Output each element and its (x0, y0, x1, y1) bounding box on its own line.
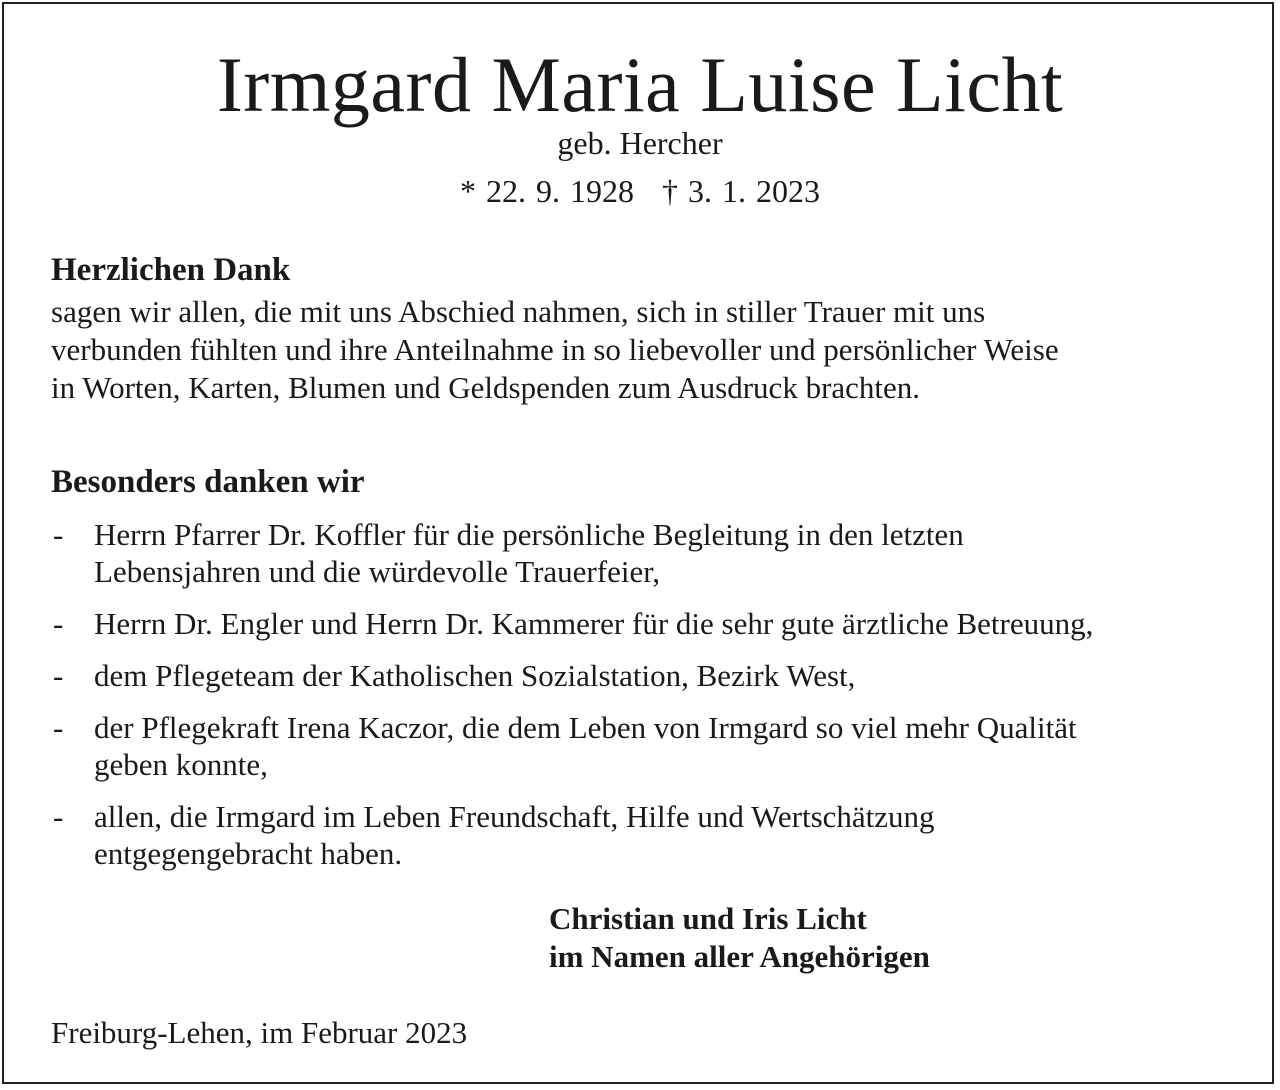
list-bullet: - (53, 710, 64, 745)
birth-date: * 22. 9. 1928 (460, 173, 634, 209)
list-item (51, 516, 1251, 590)
maiden-name: geb. Hercher (557, 125, 723, 161)
list-item-line: geben konnte, (94, 747, 268, 782)
list-item (51, 798, 1251, 872)
deceased-name: Irmgard Maria Luise Licht (216, 41, 1064, 128)
list-item-line: der Pflegekraft Irena Kaczor, die dem Leben von Irmgard so viel mehr Qualität (94, 710, 1077, 745)
thanks-line-3: in Worten, Karten, Blumen und Geldspenden zum Ausdruck brachten. (51, 370, 921, 405)
list-item-line: allen, die Irmgard im Leben Freundschaft, Hilfe und Wertschätzung (94, 799, 935, 834)
death-date: † 3. 1. 2023 (662, 173, 820, 209)
thanks-line-1: sagen wir allen, die mit uns Abschied nahmen, sich in stiller Trauer mit uns (51, 294, 986, 329)
list-item-line: Lebensjahren und die würdevolle Trauerfeier, (94, 554, 661, 589)
list-item-line: dem Pflegeteam der Katholischen Sozialstation, Bezirk West, (94, 658, 856, 693)
list-item (51, 605, 1251, 642)
list-bullet: - (53, 799, 64, 834)
special-thanks-list (51, 516, 1251, 887)
signature-names: Christian und Iris Licht (549, 901, 867, 936)
list-bullet: - (53, 517, 64, 552)
list-item-line: Herrn Dr. Engler und Herrn Dr. Kammerer für die sehr gute ärztliche Betreuung, (94, 606, 1094, 641)
list-item-line: entgegengebracht haben. (94, 836, 403, 871)
thanks-heading: Herzlichen Dank (51, 252, 291, 288)
signature-subline: im Namen aller Angehörigen (549, 939, 930, 974)
life-dates (0, 172, 1280, 210)
place-and-date: Freiburg-Lehen, im Februar 2023 (51, 1015, 468, 1050)
list-item (51, 657, 1251, 694)
list-item (51, 709, 1251, 783)
thanks-line-2: verbunden fühlten und ihre Anteilnahme in so liebevoller und persönlicher Weise (51, 332, 1059, 367)
list-item-line: Herrn Pfarrer Dr. Koffler für die persönliche Begleitung in den letzten (94, 517, 964, 552)
special-thanks-heading: Besonders danken wir (51, 464, 365, 500)
list-bullet: - (53, 658, 64, 693)
list-bullet: - (53, 606, 64, 641)
